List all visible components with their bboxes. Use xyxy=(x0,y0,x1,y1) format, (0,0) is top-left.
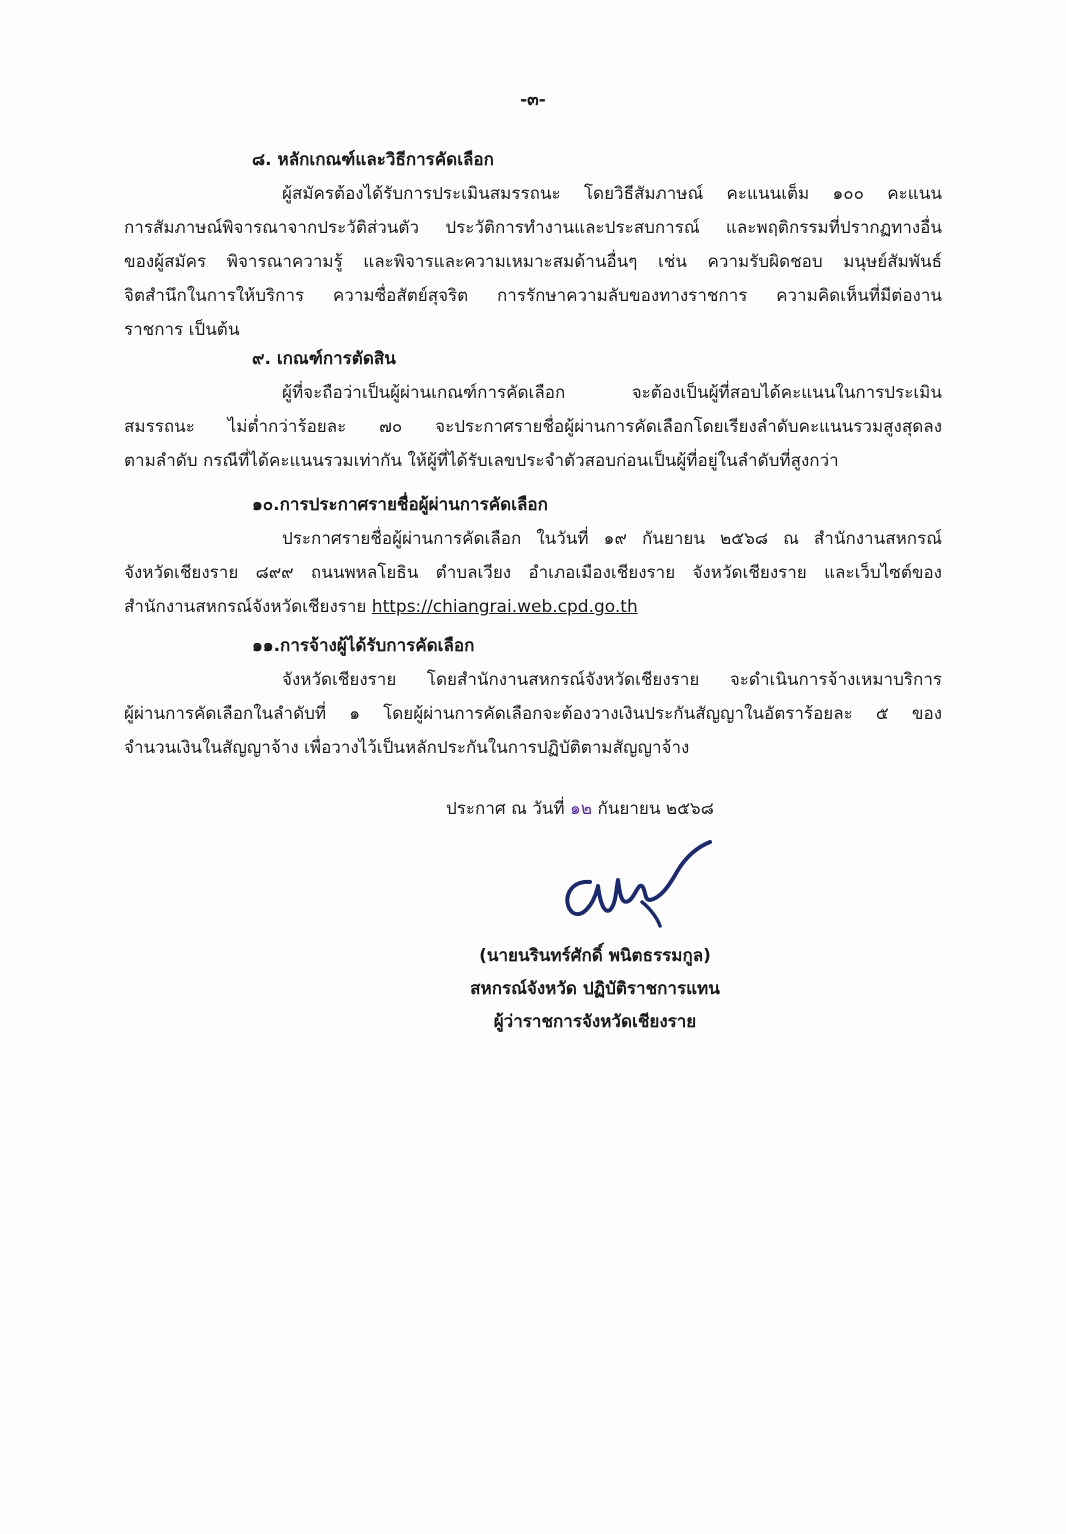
announcement-day: ๑๒ xyxy=(570,799,593,819)
signer-block xyxy=(440,940,750,1039)
paragraph-line: จำนวนเงินในสัญญาจ้าง เพื่อวางไว้เป็นหลักประกันในการปฏิบัติตามสัญญาจ้าง xyxy=(124,738,690,758)
paragraph-line: สมรรถนะ ไม่ต่ำกว่าร้อยละ ๗๐ จะประกาศรายชื่อผู้ผ่านการคัดเลือกโดยเรียงลำดับคะแนนรวมสูงสุดลง xyxy=(124,417,942,437)
announcement-suffix: กันยายน ๒๕๖๘ xyxy=(597,799,714,819)
page-number: -๓- xyxy=(520,90,546,110)
announcement-date xyxy=(446,795,714,822)
handwritten-signature xyxy=(560,840,730,940)
paragraph-line: จังหวัดเชียงราย ๘๙๙ ถนนพหลโยธิน ตำบลเวียง อำเภอเมืองเชียงราย จังหวัดเชียงราย และเว็บไซต์ของ xyxy=(124,563,942,583)
paragraph-line: ตามลำดับ กรณีที่ได้คะแนนรวมเท่ากัน ให้ผู้ที่ได้รับเลขประจำตัวสอบก่อนเป็นผู้ที่อยู่ในลำดับที่สูงกว่า xyxy=(124,451,839,471)
announcement-prefix: ประกาศ ณ วันที่ xyxy=(446,799,565,819)
signer-title: ผู้ว่าราชการจังหวัดเชียงราย xyxy=(493,1012,697,1032)
section-heading: ๙. เกณฑ์การตัดสิน xyxy=(252,349,396,369)
paragraph-line: ของผู้สมัคร พิจารณาความรู้ และพิจารและความเหมาะสมด้านอื่นๆ เช่น ความรับผิดชอบ มนุษย์สัมพันธ์ xyxy=(124,252,942,272)
signer-name: (นายนรินทร์ศักดิ์ พนิตธรรมกูล) xyxy=(479,946,711,966)
paragraph-line-with-link xyxy=(124,590,942,624)
website-link[interactable]: https://chiangrai.web.cpd.go.th xyxy=(371,597,638,617)
section-heading: ๘. หลักเกณฑ์และวิธีการคัดเลือก xyxy=(252,150,494,170)
paragraph-line: สำนักงานสหกรณ์จังหวัดเชียงราย xyxy=(124,597,367,617)
paragraph-line: การสัมภาษณ์พิจารณาจากประวัติส่วนตัว ประวัติการทำงานและประสบการณ์ และพฤติกรรมที่ปรากฏทางอื่น xyxy=(124,218,942,238)
paragraph-line: ผู้สมัครต้องได้รับการประเมินสมรรถนะ โดยวิธีสัมภาษณ์ คะแนนเต็ม ๑๐๐ คะแนน xyxy=(282,184,942,204)
paragraph-line: ผู้ที่จะถือว่าเป็นผู้ผ่านเกณฑ์การคัดเลือก จะต้องเป็นผู้ที่สอบได้คะแนนในการประเมิน xyxy=(282,383,942,403)
paragraph-line: ประกาศรายชื่อผู้ผ่านการคัดเลือก ในวันที่ ๑๙ กันยายน ๒๕๖๘ ณ สำนักงานสหกรณ์ xyxy=(282,529,942,549)
paragraph-line: จิตสำนึกในการให้บริการ ความซื่อสัตย์สุจริต การรักษาความลับของทางราชการ ความคิดเห็นที่มีต่องาน xyxy=(124,286,942,306)
paragraph-line: จังหวัดเชียงราย โดยสำนักงานสหกรณ์จังหวัดเชียงราย จะดำเนินการจ้างเหมาบริการ xyxy=(282,670,942,690)
section-decision-criteria xyxy=(124,342,942,478)
paragraph-line: ผู้ผ่านการคัดเลือกในลำดับที่ ๑ โดยผู้ผ่านการคัดเลือกจะต้องวางเงินประกันสัญญาในอัตราร้อยละ ๕ ของ xyxy=(124,704,942,724)
section-hiring xyxy=(124,629,942,765)
section-heading: ๑๐.การประกาศรายชื่อผู้ผ่านการคัดเลือก xyxy=(252,495,548,515)
section-heading: ๑๑.การจ้างผู้ได้รับการคัดเลือก xyxy=(252,636,475,656)
section-body xyxy=(124,177,942,347)
signer-position: สหกรณ์จังหวัด ปฏิบัติราชการแทน xyxy=(470,979,720,999)
section-selection-criteria xyxy=(124,143,942,347)
paragraph-line: ราชการ เป็นต้น xyxy=(124,320,240,340)
section-announcement-of-results xyxy=(124,488,942,624)
section-body xyxy=(124,376,942,478)
section-body xyxy=(124,522,942,624)
section-body xyxy=(124,663,942,765)
